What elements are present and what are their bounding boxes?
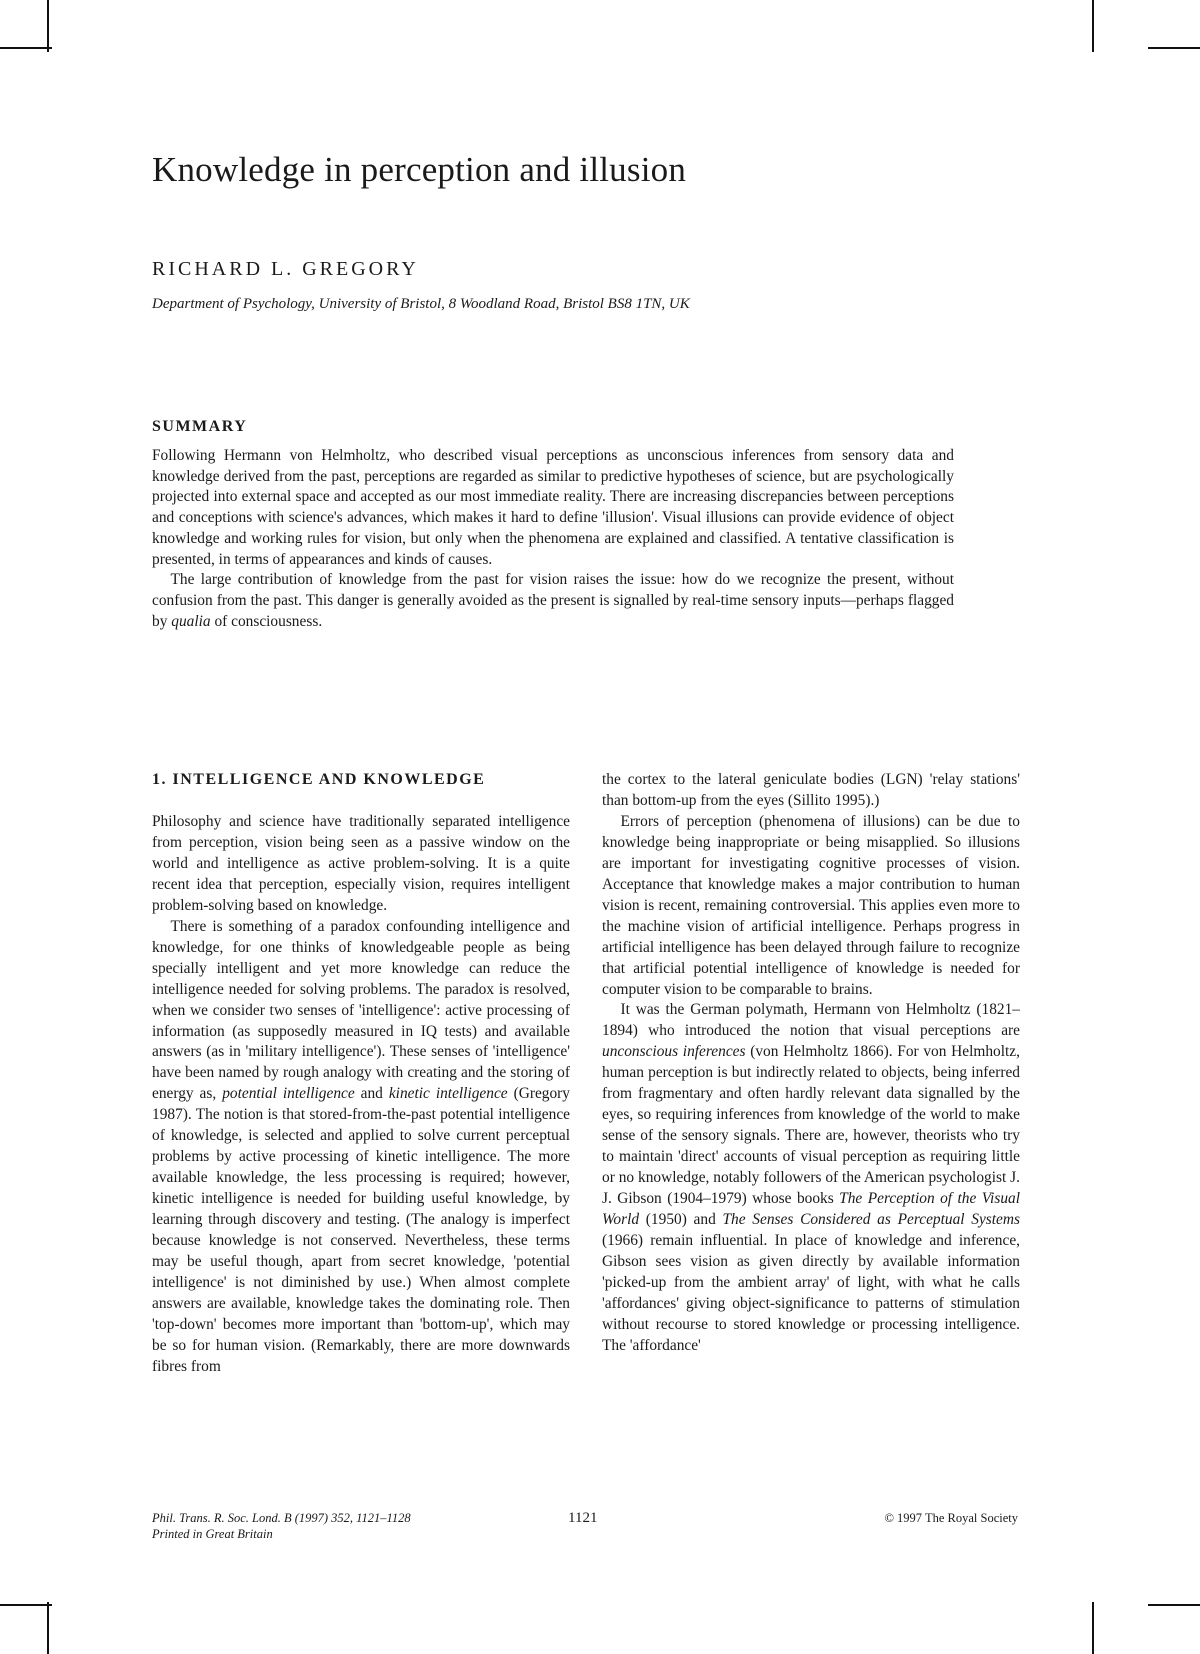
crop-mark-bottom-left-h <box>0 1604 52 1606</box>
journal-citation <box>152 1510 411 1542</box>
author-name: RICHARD L. GREGORY <box>152 258 419 280</box>
crop-mark-bottom-right-h <box>1148 1604 1200 1606</box>
crop-mark-top-left-h <box>0 47 52 49</box>
book-title: The Senses Considered as Perceptual Systems <box>722 1211 1020 1229</box>
summary-heading: SUMMARY <box>152 418 248 435</box>
right-column <box>602 770 1020 1357</box>
crop-mark-bottom-right <box>1092 1602 1094 1654</box>
kinetic-intelligence-term: kinetic intelligence <box>388 1085 508 1103</box>
qualia-term: qualia <box>171 612 211 630</box>
page-number: 1121 <box>568 1510 598 1526</box>
body-paragraph: the cortex to the lateral geniculate bodies (LGN) 'relay stations' than bottom-up from the eyes (Sillito 1995).) <box>602 771 1020 809</box>
body-paragraph: Philosophy and science have traditionally separated intelligence from perception, vision being seen as a passive window on the world and intelligence as active problem-solving. It is a quite recent idea that perception, especially vision, requires intelligent problem-solving based on knowledge. <box>152 813 570 914</box>
body-paragraph: Errors of perception (phenomena of illusions) can be due to knowledge being inappropriate or being misapplied. So illusions are important for investigating cognitive processes of vision. Acceptance that knowledge makes a major contribution to human vision is recent, remaining controversial. This applies even more to the machine vision of artificial intelligence. Perhaps progress in artificial intelligence has been delayed through failure to recognize that artificial potential intelligence of knowledge is needed for computer vision to be comparable to brains. <box>602 812 1020 998</box>
copyright-notice: © 1997 The Royal Society <box>884 1511 1018 1525</box>
crop-mark-top-left <box>47 0 49 52</box>
left-column <box>152 812 570 1378</box>
summary-paragraph: Following Hermann von Helmholtz, who described visual perceptions as unconscious inferences from sensory data and knowledge derived from the past, perceptions are regarded as similar to predictive hypotheses of science, but are psychologically projected into external space and accepted as our most immediate reality. There are increasing discrepancies between perceptions and conceptions with science's advances, which makes it hard to define 'illusion'. Visual illusions can provide evidence of object knowledge and working rules for vision, but only when the phenomena are explained and classified. A tentative classification is presented, in terms of appearances and kinds of causes. <box>152 447 954 568</box>
crop-mark-top-right-h <box>1148 47 1200 49</box>
author-affiliation: Department of Psychology, University of Bristol, 8 Woodland Road, Bristol BS8 1TN, UK <box>152 296 690 312</box>
section-heading: 1. INTELLIGENCE AND KNOWLEDGE <box>152 771 486 788</box>
potential-intelligence-term: potential intelligence <box>222 1085 355 1103</box>
crop-mark-bottom-left <box>47 1602 49 1654</box>
paper-title: Knowledge in perception and illusion <box>152 150 687 189</box>
crop-mark-top-right <box>1092 0 1094 52</box>
summary-body <box>152 446 954 632</box>
body-paragraph: It was the German polymath, Hermann von Helmholtz (1821–1894) who introduced the notion that visual perceptions are unconscious inferences (von Helmholtz 1866). For von Helmholtz, human perception is but indirectly related to objects, being inferred from fragmentary and often hardly relevant data signalled by the eyes, so requiring inferences from knowledge of the world to make sense of the sensory signals. There are, however, theorists who try to maintain 'direct' accounts of visual perception as requiring little or no knowledge, notably followers of the American psychologist J. J. Gibson (1904–1979) whose books The Perception of the Visual World (1950) and The Senses Considered as Perceptual Systems (1966) remain influential. In place of knowledge and inference, Gibson sees vision as given directly by available information 'picked-up from the ambient array' of light, with what he calls 'affordances' giving object-significance to patterns of stimulation without recourse to stored knowledge or processing intelligence. The 'affordance' <box>602 1001 1020 1354</box>
book-title: The Perception of the Visual World <box>602 1190 1020 1229</box>
summary-paragraph: The large contribution of knowledge from the past for vision raises the issue: how do we recognize the present, without confusion from the past. This danger is generally avoided as the present is signalled by real-time sensory inputs—perhaps flagged by qualia of consciousness. <box>152 571 954 630</box>
body-paragraph: There is something of a paradox confounding intelligence and knowledge, for one thinks of knowledgeable people as being specially intelligent and yet more knowledge can reduce the intelligence needed for solving problems. The paradox is resolved, when we consider two senses of 'intelligence': active processing of information (as supposedly measured in IQ tests) and available answers (as in 'military intelligence'). These senses of 'intelligence' have been named by rough analogy with creating and the storing of energy as, potential intelligence and kinetic intelligence (Gregory 1987). The notion is that stored-from-the-past potential intelligence of knowledge, is selected and applied to solve current perceptual problems by active processing of kinetic intelligence. The more available knowledge, the less processing is required; however, kinetic intelligence is needed for building useful knowledge, by learning through discovery and testing. (The analogy is imperfect because knowledge is not conserved. Nevertheless, these terms may be useful though, apart from secret knowledge, 'potential intelligence' is not diminished by use.) When almost complete answers are available, knowledge takes the dominating role. Then 'top-down' becomes more important than 'bottom-up', which may be so for human vision. (Remarkably, there are more downwards fibres from <box>152 917 570 1375</box>
printed-in: Printed in Great Britain <box>152 1527 273 1541</box>
journal-reference: Phil. Trans. R. Soc. Lond. B (1997) 352, 1121–1128 <box>152 1511 411 1525</box>
unconscious-inferences-term: unconscious inferences <box>602 1043 746 1061</box>
